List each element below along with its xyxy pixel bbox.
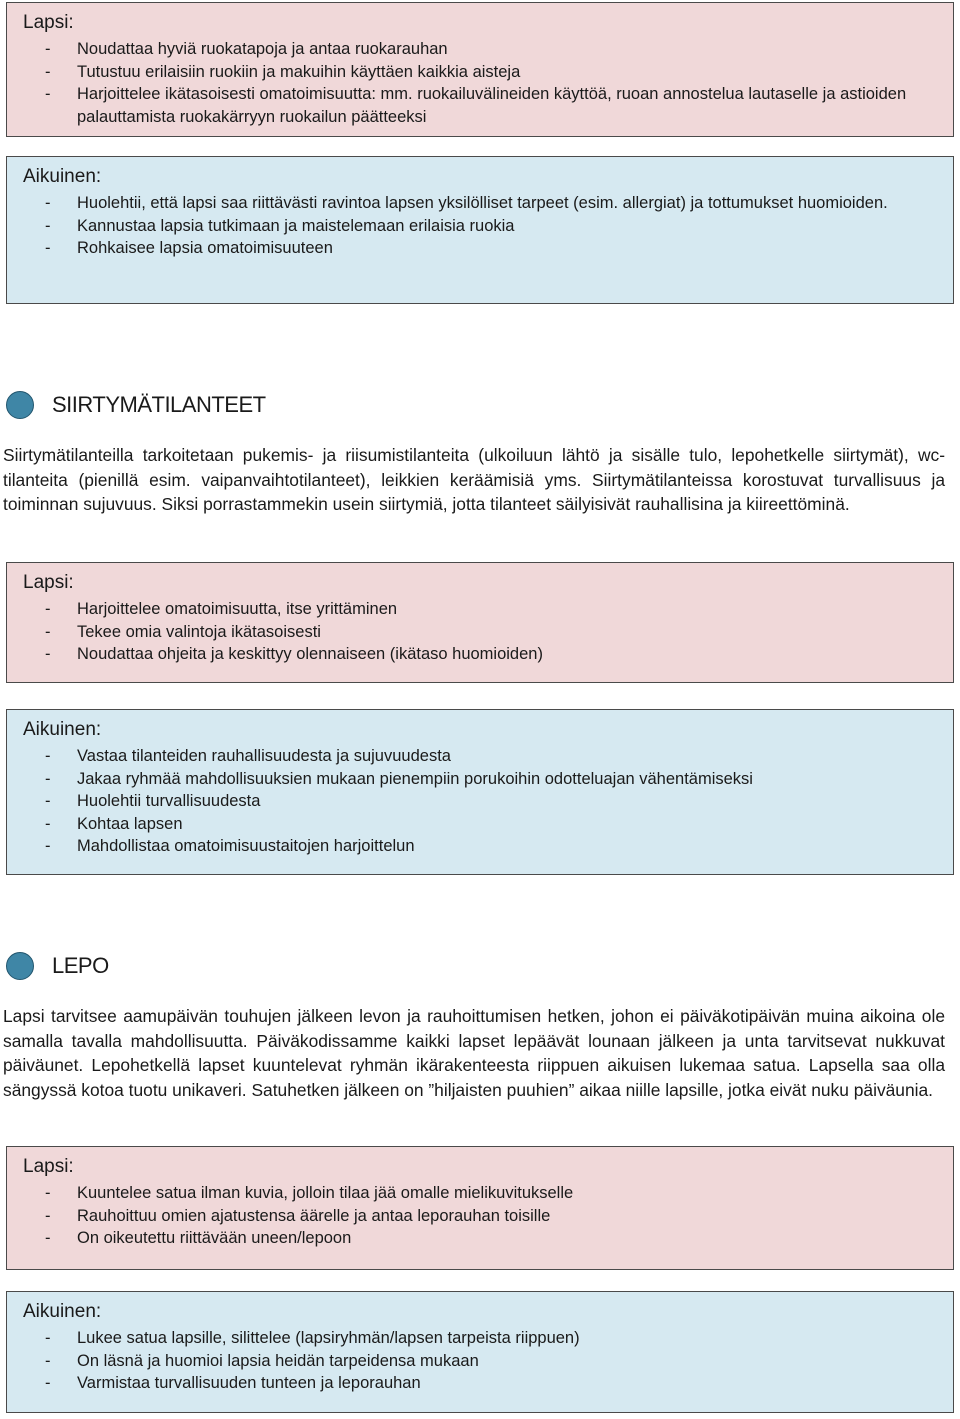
box-title: Lapsi: [23,572,74,593]
list-item: - Jakaa ryhmää mahdollisuuksien mukaan pienempiin porukoihin odotteluajan vähentämiseksi [23,768,939,791]
list-item: - Lukee satua lapsille, silittelee (lapsiryhmän/lapsen tarpeista riippuen) [23,1327,939,1350]
siirtymat-lapsi-box [6,562,954,683]
list-item: - Varmistaa turvallisuuden tunteen ja leporauhan [23,1372,939,1395]
lepo-lapsi-list [23,1182,939,1250]
box-title: Lapsi: [23,12,74,33]
list-item: - Huolehtii turvallisuudesta [23,790,939,813]
section-heading: SIIRTYMÄTILANTEET [52,392,266,417]
list-item: - Tutustuu erilaisiin ruokiin ja makuihin käyttäen kaikkia aisteja [23,61,939,84]
ruokailu-aikuinen-box [6,156,954,304]
list-item: - Harjoittelee ikätasoisesti omatoimisuutta: mm. ruokailuvälineiden käyttöä, ruoan annostelua lautaselle ja astioiden palauttamista ruokakärryyn ruokailun päätteeksi [23,83,939,128]
box-title: Lapsi: [23,1156,74,1177]
siirtymat-heading-row [6,391,266,419]
ruokailu-lapsi-list [23,38,939,128]
section-heading: LEPO [52,953,109,978]
ruokailu-aikuinen-list [23,192,939,260]
list-item: - Harjoittelee omatoimisuutta, itse yrittäminen [23,598,939,621]
bullet-dot-icon [6,952,34,980]
list-item: - Kuuntelee satua ilman kuvia, jolloin tilaa jää omalle mielikuvitukselle [23,1182,939,1205]
box-title: Aikuinen: [23,1301,102,1322]
lepo-aikuinen-box [6,1291,954,1413]
list-item: - Mahdollistaa omatoimisuustaitojen harjoittelun [23,835,939,858]
list-item: - Kohtaa lapsen [23,813,939,836]
box-title: Aikuinen: [23,719,102,740]
list-item: - On läsnä ja huomioi lapsia heidän tarpeidensa mukaan [23,1350,939,1373]
list-item: - Huolehtii, että lapsi saa riittävästi ravintoa lapsen yksilölliset tarpeet (esim. allergiat) ja tottumukset huomioiden. [23,192,939,215]
lepo-lapsi-box [6,1146,954,1270]
lepo-aikuinen-list [23,1327,939,1395]
siirtymat-paragraph: Siirtymätilanteilla tarkoitetaan pukemis- ja riisumistilanteita (ulkoiluun lähtö ja sisälle tulo, lepohetkelle siirtymät), wc-tilanteita (pienillä esim. vaipanvaihtotilanteet), leikkien keräämisiä yms. Siirtymätilanteissa korostuvat turvallisuus ja toiminnan sujuvuus. Siksi porrastammekin usein siirtymiä, jotta tilanteet säilyisivät rauhallisina ja kiireettöminä. [3,445,945,515]
siirtymat-aikuinen-list [23,745,939,858]
lepo-heading-row [6,952,109,980]
lepo-paragraph: Lapsi tarvitsee aamupäivän touhujen jälkeen levon ja rauhoittumisen hetken, johon ei päiväkotipäivän muina aikoina ole samalla tavalla mahdollisuutta. Päiväkodissamme kaikki lapset lepäävät lounaan jälkeen ja unta tarvitsevat nukkuvat päiväunet. Lepohetkellä lapset kuuntelevat ryhmän ikärakenteesta riippuen aikuisen lukemaa satua. Lapsella saa olla sängyssä kotoa tuotu unikaveri. Satuhetken jälkeen on ”hiljaisten puuhien” aikaa niille lapsille, jotka eivät nuku päiväunia. [3,1006,945,1100]
list-item: - Noudattaa ohjeita ja keskittyy olennaiseen (ikätaso huomioiden) [23,643,939,666]
list-item: - Noudattaa hyviä ruokatapoja ja antaa ruokarauhan [23,38,939,61]
list-item: - Rohkaisee lapsia omatoimisuuteen [23,237,939,260]
list-item: - Vastaa tilanteiden rauhallisuudesta ja sujuvuudesta [23,745,939,768]
ruokailu-lapsi-box [6,2,954,137]
box-title: Aikuinen: [23,166,102,187]
list-item: - Kannustaa lapsia tutkimaan ja maistelemaan erilaisia ruokia [23,215,939,238]
list-item: - Rauhoittuu omien ajatustensa äärelle ja antaa leporauhan toisille [23,1205,939,1228]
list-item: - On oikeutettu riittävään uneen/lepoon [23,1227,939,1250]
siirtymat-lapsi-list [23,598,939,666]
siirtymat-aikuinen-box [6,709,954,875]
bullet-dot-icon [6,391,34,419]
list-item: - Tekee omia valintoja ikätasoisesti [23,621,939,644]
